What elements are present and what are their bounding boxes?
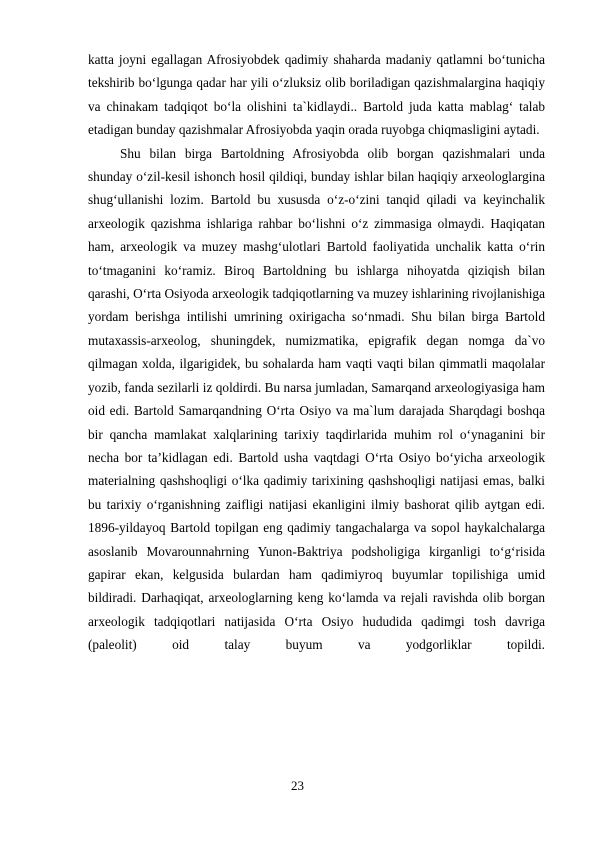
paragraph-1: katta joyni egallagan Afrosiyobdek qadimiy shaharda madaniy qatlamni bo‘tunicha tekshirib bo‘lgunga qadar har yili o‘zluksiz olib boriladigan qazishmalargina haqiqiy va chinakam tadqiqot bo‘la olishini ta`kidlaydi.. Bartold juda katta mablag‘ talab etadigan bunday qazishmalar Afrosiyobda yaqin orada ruyobga chiqmasligini aytadi. xyxy=(88,52,545,138)
body-text xyxy=(88,48,545,657)
paragraph-2: Shu bilan birga Bartoldning Afrosiyobda olib borgan qazishmalari unda shunday o‘zil-kesil ishonch hosil qildiqi, bunday ishlar bilan haqiqiy arxeologlargina shug‘ullanishi lozim. Bartold bu xususda o‘z-o‘zini tanqid qiladi va keyinchalik arxeologik qazishma ishlariga rahbar bo‘lishni o‘z zimmasiga olmaydi. Haqiqatan ham, arxeologik va muzey mashg‘ulotlari Bartold faoliyatida unchalik katta o‘rin to‘tmaganini ko‘ramiz. Biroq Bartoldning bu ishlarga nihoyatda qiziqish bilan qarashi, O‘rta Osiyoda arxeologik tadqiqotlarning va muzey ishlarining rivojlanishiga yordam berishga intilishi umrining oxirigacha so‘nmadi. Shu bilan birga Bartold mutaxassis-arxeolog, shuningdek, numizmatika, epigrafik degan nomga da`vo qilmagan xolda, ilgarigidek, bu sohalarda ham vaqti vaqti bilan qimmatli maqolalar yozib, fanda sezilarli iz qoldirdi. Bu narsa jumladan, Samarqand arxeologiyasiga ham oid edi. Bartold Samarqandning O‘rta Osiyo va ma`lum darajada Sharqdagi boshqa bir qancha mamlakat xalqlarining tarixiy taqdirlarida muhim rol o‘ynaganini bir necha bor ta’kidlagan edi. Bartold usha vaqtdagi O‘rta Osiyo bo‘yicha arxeologik materialning qashshoqligi o‘lka qadimiy tarixining qashshoqligi natijasi emas, balki bu tarixiy o‘rganishning zaifligi natijasi ekanligini ilmiy bashorat qilib aytgan edi. 1896-yildayoq Bartold topilgan eng qadimiy tangachalarga va sopol haykalchalarga asoslanib Movarounnahrning Yunon-Baktriya podsholigiga kirganligi to‘g‘risida gapirar ekan, kelgusida bulardan ham qadimiyroq buyumlar topilishiga umid bildiradi. Darhaqiqat, arxeologlarning keng ko‘lamda va rejali ravishda olib borgan arxeologik tadqiqotlari natijasida O‘rta Osiyo hududida qadimgi tosh davriga (paleolit) oid talay buyum va yodgorliklar topildi. xyxy=(88,145,545,653)
page-number: 23 xyxy=(291,778,304,793)
